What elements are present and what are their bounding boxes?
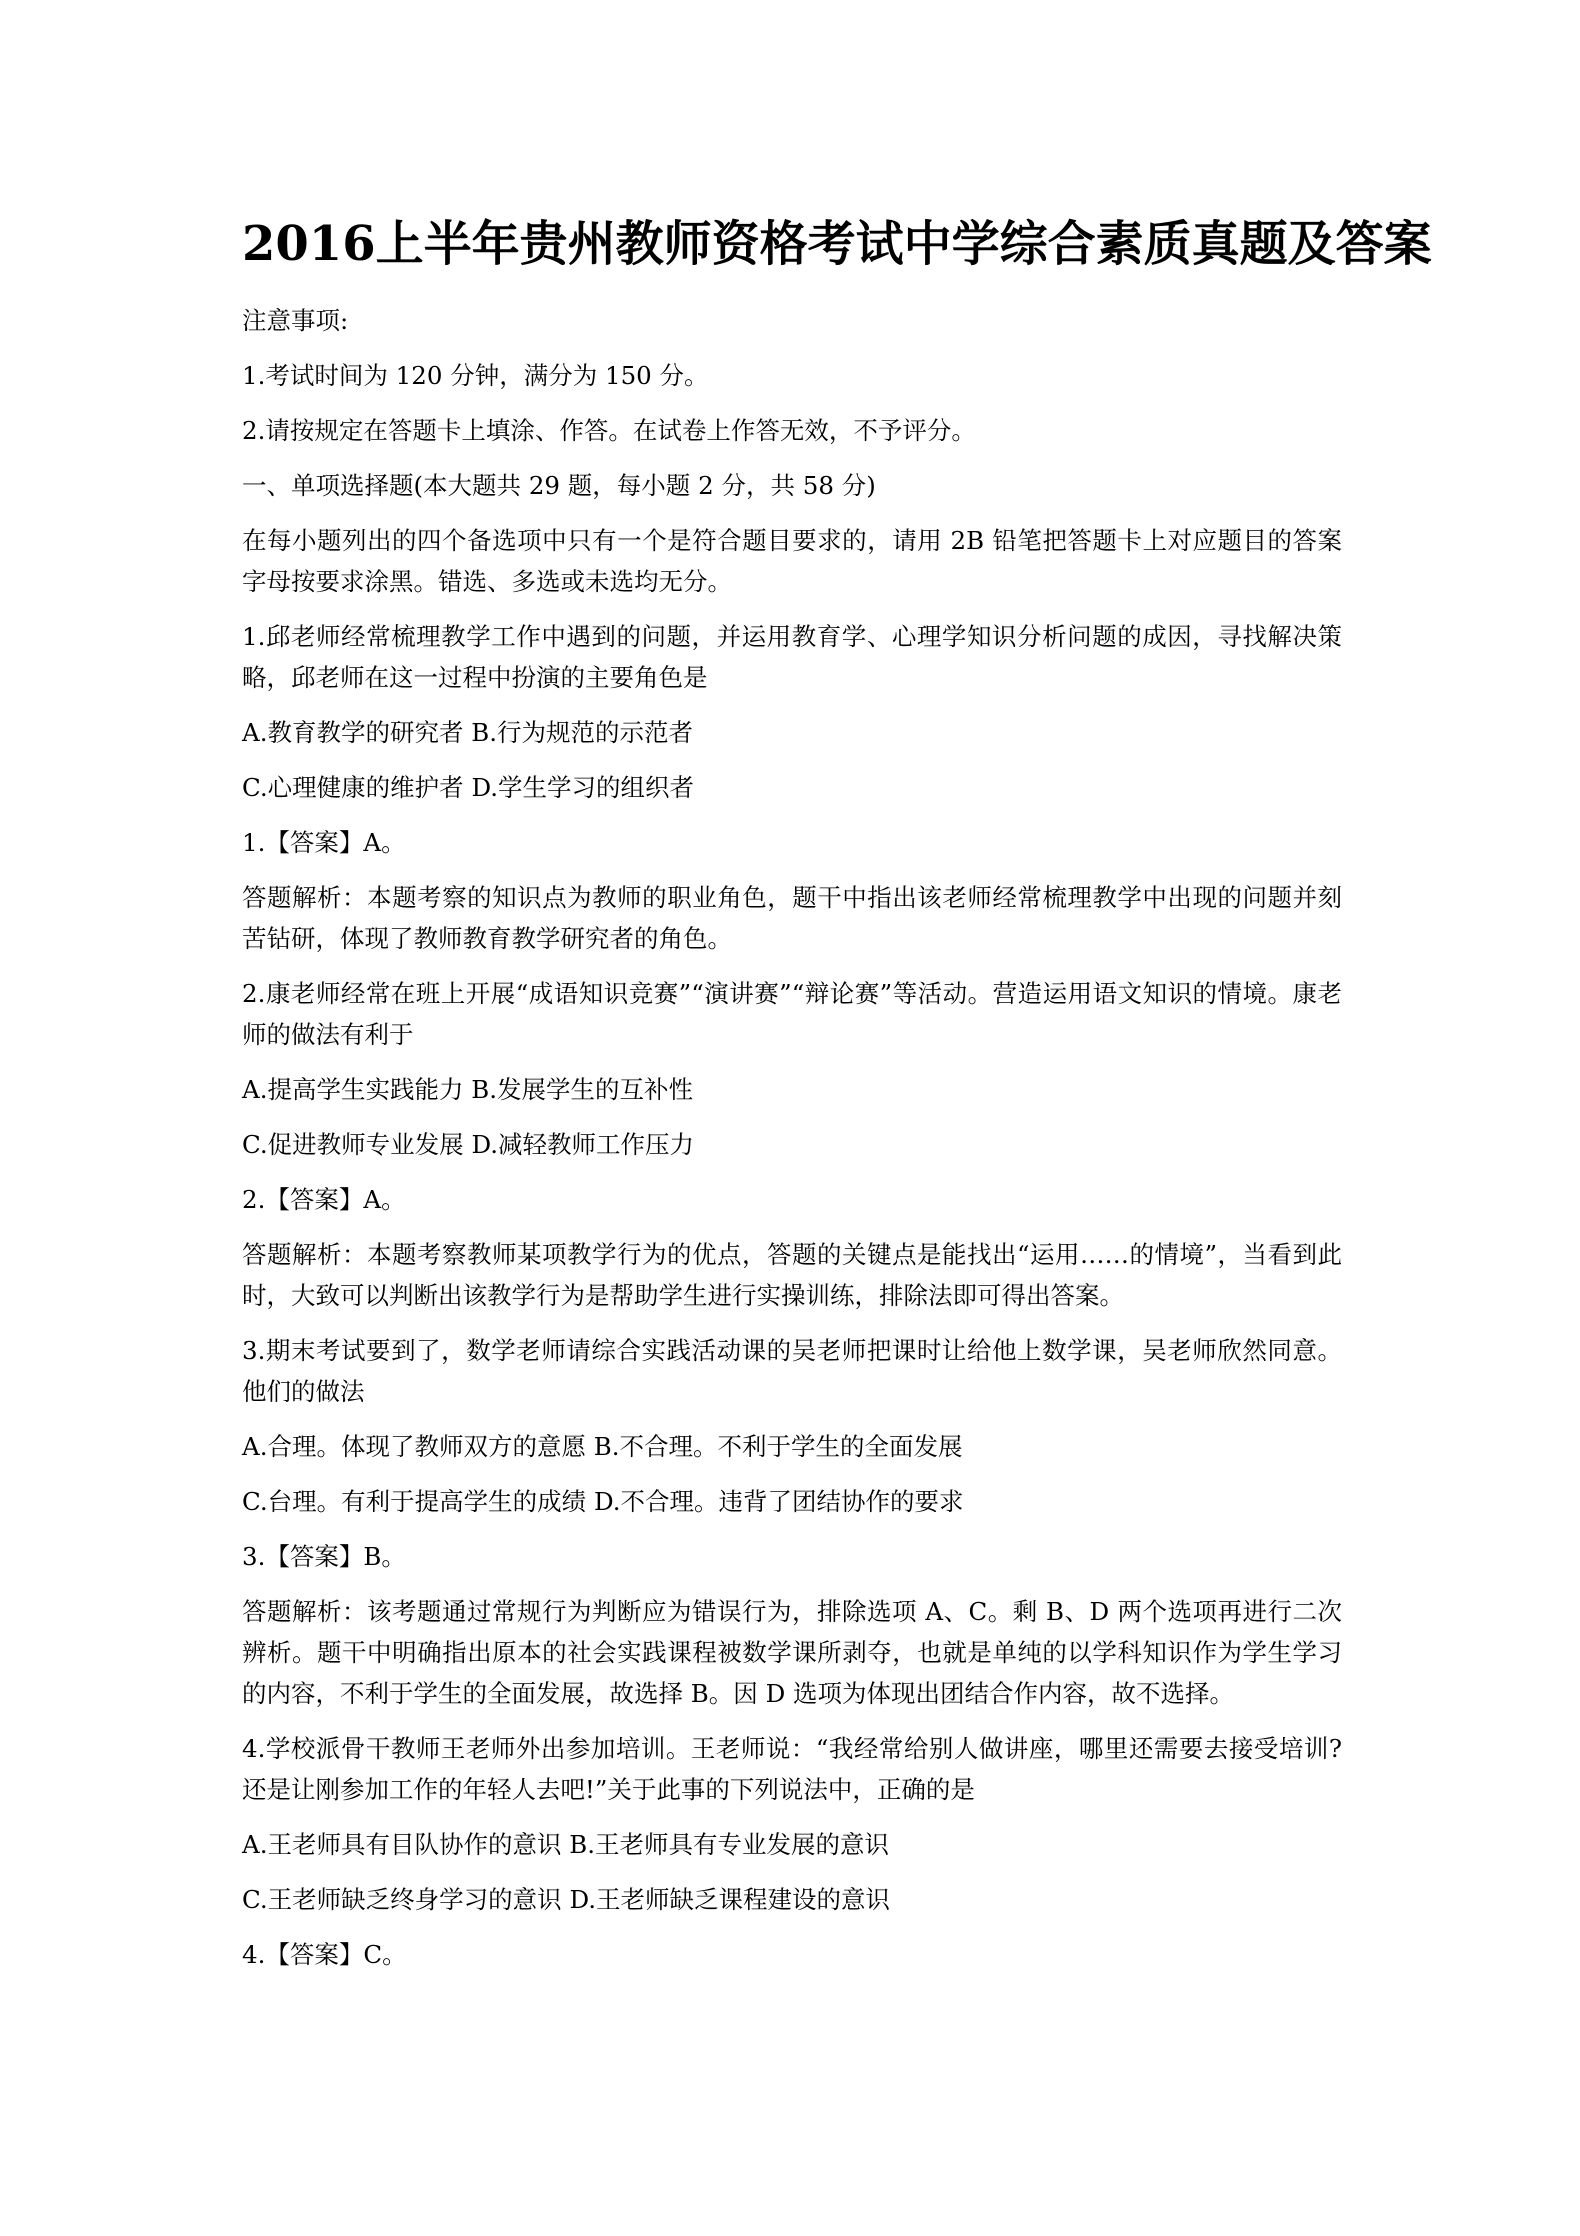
explanation-2: 答题解析：本题考察教师某项教学行为的优点，答题的关键点是能找出“运用……的情境”，当看到此时，大致可以判断出该教学行为是帮助学生进行实操训练，排除法即可得出答案。 [242, 1240, 1342, 1310]
answer-4: 4.【答案】C。 [242, 1940, 407, 1969]
section-instructions: 在每小题列出的四个备选项中只有一个是符合题目要求的，请用 2B 铅笔把答题卡上对应题目的答案字母按要求涂黑。错选、多选或未选均无分。 [242, 526, 1342, 596]
question-3: 3.期末考试要到了，数学老师请综合实践活动课的吴老师把课时让给他上数学课，吴老师欣然同意。他们的做法 [242, 1336, 1342, 1406]
question-1: 1.邱老师经常梳理教学工作中遇到的问题，并运用教育学、心理学知识分析问题的成因，寻找解决策略，邱老师在这一过程中扮演的主要角色是 [242, 622, 1342, 692]
notice-item: 1.考试时间为 120 分钟，满分为 150 分。 [242, 361, 709, 390]
question-3-options-ab: A.合理。体现了教师双方的意愿 B.不合理。不利于学生的全面发展 [242, 1432, 963, 1461]
document-body [242, 300, 1342, 1989]
question-3-options-cd: C.台理。有利于提高学生的成绩 D.不合理。违背了团结协作的要求 [242, 1487, 964, 1516]
notice-item: 2.请按规定在答题卡上填涂、作答。在试卷上作答无效，不予评分。 [242, 416, 976, 445]
answer-2: 2.【答案】A。 [242, 1185, 406, 1214]
question-4-options-ab: A.王老师具有目队协作的意识 B.王老师具有专业发展的意识 [242, 1830, 890, 1859]
question-4: 4.学校派骨干教师王老师外出参加培训。王老师说：“我经常给别人做讲座，哪里还需要去接受培训?还是让刚参加工作的年轻人去吧!”关于此事的下列说法中，正确的是 [242, 1734, 1342, 1804]
explanation-3: 答题解析：该考题通过常规行为判断应为错误行为，排除选项 A、C。剩 B、D 两个选项再进行二次辨析。题干中明确指出原本的社会实践课程被数学课所剥夺，也就是单纯的以学科知识作为学生学习的内容，不利于学生的全面发展，故选择 B。因 D 选项为体现出团结合作内容，故不选择。 [242, 1597, 1342, 1708]
question-1-options-ab: A.教育教学的研究者 B.行为规范的示范者 [242, 718, 694, 747]
answer-3: 3.【答案】B。 [242, 1542, 406, 1571]
notice-heading: 注意事项: [242, 306, 349, 335]
question-2-options-cd: C.促进教师专业发展 D.减轻教师工作压力 [242, 1130, 695, 1159]
question-2: 2.康老师经常在班上开展“成语知识竞赛”“演讲赛”“辩论赛”等活动。营造运用语文知识的情境。康老师的做法有利于 [242, 979, 1342, 1049]
explanation-1: 答题解析：本题考察的知识点为教师的职业角色，题干中指出该老师经常梳理教学中出现的问题并刻苦钻研，体现了教师教育教学研究者的角色。 [242, 883, 1342, 953]
question-4-options-cd: C.王老师缺乏终身学习的意识 D.王老师缺乏课程建设的意识 [242, 1885, 891, 1914]
document-title: 2016上半年贵州教师资格考试中学综合素质真题及答案 [242, 216, 1432, 272]
answer-1: 1.【答案】A。 [242, 828, 406, 857]
question-1-options-cd: C.心理健康的维护者 D.学生学习的组织者 [242, 773, 695, 802]
question-2-options-ab: A.提高学生实践能力 B.发展学生的互补性 [242, 1075, 694, 1104]
section-heading: 一、单项选择题(本大题共 29 题，每小题 2 分，共 58 分) [242, 471, 876, 500]
